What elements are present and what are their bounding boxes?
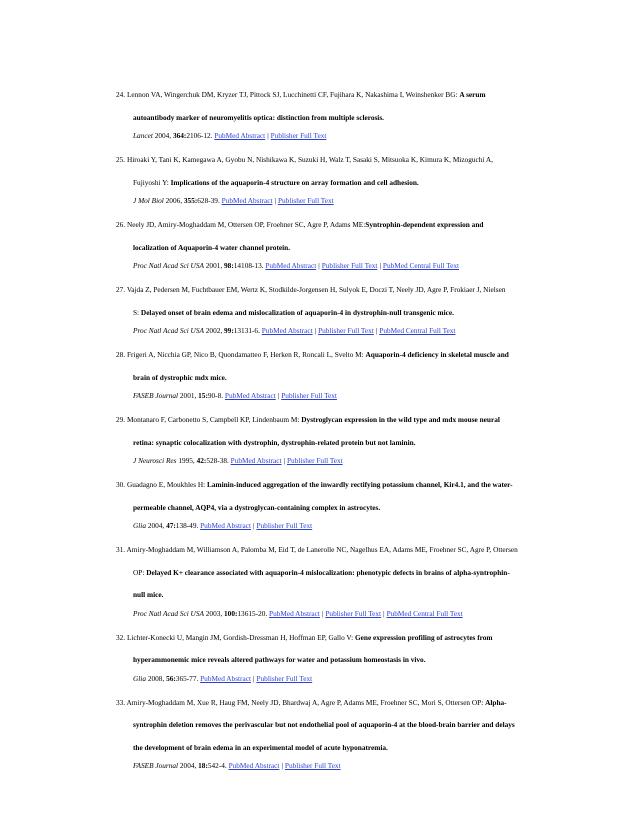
reference-line xyxy=(116,107,556,130)
link-separator: | xyxy=(379,261,381,270)
pages: 528-38. xyxy=(206,456,229,465)
journal-name: Glia xyxy=(133,521,146,530)
pubmed-abstract-link[interactable]: PubMed Abstract xyxy=(265,261,317,270)
authors: 26. Neely JD, Amiry-Moghaddam M, Ottersen OP, Froehner SC, Agre P, Adams ME: xyxy=(116,220,366,229)
authors: OP: xyxy=(133,567,147,577)
reference-item xyxy=(116,409,556,467)
article-title: permeable channel, AQP4, via a dystroglycan-containing complex in astrocytes. xyxy=(133,502,381,512)
reference-line xyxy=(116,302,556,325)
journal-name: Glia xyxy=(133,673,146,683)
link-separator: | xyxy=(321,608,324,618)
citation-line xyxy=(116,260,556,272)
volume: 99: xyxy=(224,326,234,335)
link-separator: | xyxy=(281,761,283,770)
link-separator: | xyxy=(383,608,385,618)
article-title: Implications of the aquaporin-4 structure on array formation and cell adhesion. xyxy=(170,177,419,187)
reference-line xyxy=(116,237,556,260)
link-separator: | xyxy=(253,673,255,683)
year: 2006, xyxy=(165,196,183,205)
authors: 24. Lennon VA, Wingerchuk DM, Kryzer TJ, Pittock SJ, Lucchinetti CF, Fujihara K, Nakashima I, Weinshenker BG: xyxy=(116,90,460,99)
reference-line xyxy=(116,409,556,432)
reference-list xyxy=(116,84,556,779)
authors: 25. Hiroaki Y, Tani K, Kamegawa A, Gyobu N, Nishikawa K, Suzuki H, Walz T, Sasaki S, Mitsuoka K, Kimura K, Mizoguchi A, xyxy=(116,155,493,164)
journal-name: Lancet xyxy=(133,131,153,140)
publisher-full-text-link[interactable]: Publisher Full Text xyxy=(256,521,313,530)
pages: 13615-20. xyxy=(237,608,268,618)
article-title: Syntrophin-dependent expression and xyxy=(365,220,484,229)
volume: 100: xyxy=(224,608,238,618)
year: 2004, xyxy=(154,131,172,140)
pubmed-abstract-link[interactable]: PubMed Abstract xyxy=(200,673,251,683)
article-title: Aquaporin-4 deficiency in skeletal muscle and xyxy=(365,350,509,359)
reference-line xyxy=(116,692,556,715)
reference-line xyxy=(116,649,556,672)
pages: 2106-12. xyxy=(186,131,213,140)
year: 2003, xyxy=(205,608,223,618)
citation-line xyxy=(116,130,556,142)
citation-line xyxy=(116,455,556,467)
article-title: localization of Aquaporin-4 water channel protein. xyxy=(133,242,291,252)
journal-name: FASEB Journal xyxy=(133,391,179,400)
publisher-full-text-link[interactable]: Publisher Full Text xyxy=(325,608,382,618)
authors: Fujiyoshi Y: xyxy=(133,177,171,187)
reference-item xyxy=(116,84,556,142)
journal-name: J Mol Biol xyxy=(133,196,164,205)
year: 2001, xyxy=(179,391,197,400)
volume: 42: xyxy=(196,456,207,465)
journal-name: Proc Natl Acad Sci USA xyxy=(133,608,204,618)
pubmed-abstract-link[interactable]: PubMed Abstract xyxy=(230,456,282,465)
citation-line xyxy=(116,520,556,532)
journal-name: J Neurosci Res xyxy=(133,456,177,465)
article-title: Delayed K+ clearance associated with aquaporin-4 mislocalization: phenotypic defects in brains of alpha-syntrophin- xyxy=(146,567,510,577)
article-title: Delayed onset of brain edema and mislocalization of aquaporin-4 in dystrophin-null transgenic mice. xyxy=(140,307,454,317)
publisher-full-text-link[interactable]: Publisher Full Text xyxy=(318,326,374,335)
reference-line xyxy=(116,367,556,390)
publisher-full-text-link[interactable]: Publisher Full Text xyxy=(281,391,337,400)
year: 1995, xyxy=(178,456,195,465)
reference-item xyxy=(116,539,556,620)
article-title: A serum xyxy=(459,90,486,99)
reference-line xyxy=(116,562,556,585)
year: 2004, xyxy=(147,521,165,530)
volume: 355: xyxy=(183,196,198,205)
journal-name: Proc Natl Acad Sci USA xyxy=(133,326,204,335)
pubmed-abstract-link[interactable]: PubMed Abstract xyxy=(228,761,280,770)
year: 2002, xyxy=(205,326,223,335)
link-separator: | xyxy=(283,456,285,465)
pubmed-central-full-text-link[interactable]: PubMed Central Full Text xyxy=(382,261,460,270)
reference-line xyxy=(116,149,556,172)
authors: 31. Amiry-Moghaddam M, Williamson A, Palomba M, Eid T, de Lanerolle NC, Nagelhus EA, Adams ME, Froehner SC, Agre P, Ottersen xyxy=(116,545,518,554)
article-title: autoantibody marker of neuromyelitis optica: distinction from multiple sclerosis. xyxy=(133,112,384,122)
reference-line xyxy=(116,497,556,520)
pubmed-abstract-link[interactable]: PubMed Abstract xyxy=(261,326,313,335)
pubmed-abstract-link[interactable]: PubMed Abstract xyxy=(200,521,251,530)
reference-item xyxy=(116,279,556,337)
article-title: retina: synaptic colocalization with dystrophin, dystrophin-related protein but not laminin. xyxy=(133,437,416,447)
reference-item xyxy=(116,474,556,532)
article-title: hyperammonemic mice reveals altered pathways for water and potassium homeostasis in vivo. xyxy=(133,655,426,664)
reference-line xyxy=(116,84,556,107)
reference-line xyxy=(116,627,556,650)
journal-name: Proc Natl Acad Sci USA xyxy=(133,261,204,270)
reference-line xyxy=(116,737,556,760)
reference-line xyxy=(116,714,556,737)
year: 2004, xyxy=(179,761,197,770)
reference-line xyxy=(116,432,556,455)
reference-line xyxy=(116,344,556,367)
article-title: Laminin-induced aggregation of the inwardly rectifying potassium channel, Kir4.1, and the water- xyxy=(207,480,513,489)
reference-line xyxy=(116,584,556,607)
pubmed-abstract-link[interactable]: PubMed Abstract xyxy=(221,196,273,205)
citation-line xyxy=(116,195,556,207)
pubmed-abstract-link[interactable]: PubMed Abstract xyxy=(269,608,320,618)
link-separator: | xyxy=(375,326,378,335)
year: 2008, xyxy=(147,673,165,683)
reference-line xyxy=(116,279,556,302)
volume: 15: xyxy=(198,391,208,400)
reference-item xyxy=(116,692,556,773)
authors: 33. Amiry-Moghaddam M, Xue R, Haug FM, Neely JD, Bhardwaj A, Agre P, Adams ME, Froehner SC, Mori S, Ottersen OP: xyxy=(116,697,486,707)
pubmed-central-full-text-link[interactable]: PubMed Central Full Text xyxy=(379,326,456,335)
authors: 30. Guadagno E, Moukhles H: xyxy=(116,480,207,489)
authors: 28. Frigeri A, Nicchia GP, Nico B, Quondamatteo F, Herken R, Roncali L, Svelto M: xyxy=(116,350,366,359)
article-title: null mice. xyxy=(133,590,164,599)
reference-item xyxy=(116,344,556,402)
volume: 98: xyxy=(224,261,234,270)
link-separator: | xyxy=(253,521,255,530)
pubmed-abstract-link[interactable]: PubMed Abstract xyxy=(214,131,266,140)
publisher-full-text-link[interactable]: Publisher Full Text xyxy=(284,761,341,770)
pubmed-abstract-link[interactable]: PubMed Abstract xyxy=(224,391,276,400)
publisher-full-text-link[interactable]: Publisher Full Text xyxy=(270,131,327,140)
reference-line xyxy=(116,172,556,195)
citation-line xyxy=(116,760,556,772)
citation-line xyxy=(116,390,556,402)
publisher-full-text-link[interactable]: Publisher Full Text xyxy=(256,673,313,683)
authors: 32. Lichter-Konecki U, Mangin JM, Gordish-Dressman H, Hoffman EP, Gallo V: xyxy=(116,632,355,642)
journal-name: FASEB Journal xyxy=(133,761,179,770)
volume: 18: xyxy=(198,761,208,770)
article-title: brain of dystrophic mdx mice. xyxy=(133,372,227,382)
authors: S: xyxy=(133,307,141,317)
reference-item xyxy=(116,627,556,685)
article-title: Alpha- xyxy=(485,697,507,707)
article-title: syntrophin deletion removes the perivascular but not endothelial pool of aquaporin-4 at the blood-brain barrier and delays xyxy=(133,720,515,729)
article-title: Gene expression profiling of astrocytes from xyxy=(355,632,493,642)
pages: 628-39. xyxy=(197,196,220,205)
link-separator: | xyxy=(318,261,320,270)
article-title: Dystroglycan expression in the wild type and mdx mouse neural xyxy=(301,415,500,424)
volume: 56: xyxy=(166,673,176,683)
authors: 27. Vajda Z, Pedersen M, Fuchtbauer EM, Wertz K, Stodkilde-Jorgensen H, Sulyok E, Doczi T, Neely JD, Agre P, Frokiaer J, Nielsen xyxy=(116,285,506,294)
authors: 29. Montanaro F, Carbonetto S, Campbell KP, Lindenbaum M: xyxy=(116,415,302,424)
volume: 47: xyxy=(166,521,176,530)
pages: 365-77. xyxy=(175,673,199,683)
year: 2001, xyxy=(205,261,223,270)
pages: 14108-13. xyxy=(233,261,264,270)
volume: 364: xyxy=(172,131,187,140)
publisher-full-text-link[interactable]: Publisher Full Text xyxy=(277,196,334,205)
pages: 90-8. xyxy=(207,391,224,400)
pages: 13131-6. xyxy=(233,326,260,335)
reference-line xyxy=(116,539,556,562)
link-separator: | xyxy=(274,196,276,205)
reference-line xyxy=(116,214,556,237)
publisher-full-text-link[interactable]: Publisher Full Text xyxy=(321,261,378,270)
link-separator: | xyxy=(277,391,280,400)
reference-item xyxy=(116,214,556,272)
publisher-full-text-link[interactable]: Publisher Full Text xyxy=(286,456,343,465)
pages: 542-4. xyxy=(207,761,227,770)
article-title: the development of brain edema in an experimental model of acute hyponatremia. xyxy=(133,742,388,752)
reference-line xyxy=(116,474,556,497)
citation-line xyxy=(116,673,556,685)
link-separator: | xyxy=(267,131,269,140)
pubmed-central-full-text-link[interactable]: PubMed Central Full Text xyxy=(386,608,463,618)
citation-line xyxy=(116,608,556,620)
link-separator: | xyxy=(314,326,317,335)
reference-item xyxy=(116,149,556,207)
pages: 138-49. xyxy=(175,521,199,530)
citation-line xyxy=(116,325,556,337)
